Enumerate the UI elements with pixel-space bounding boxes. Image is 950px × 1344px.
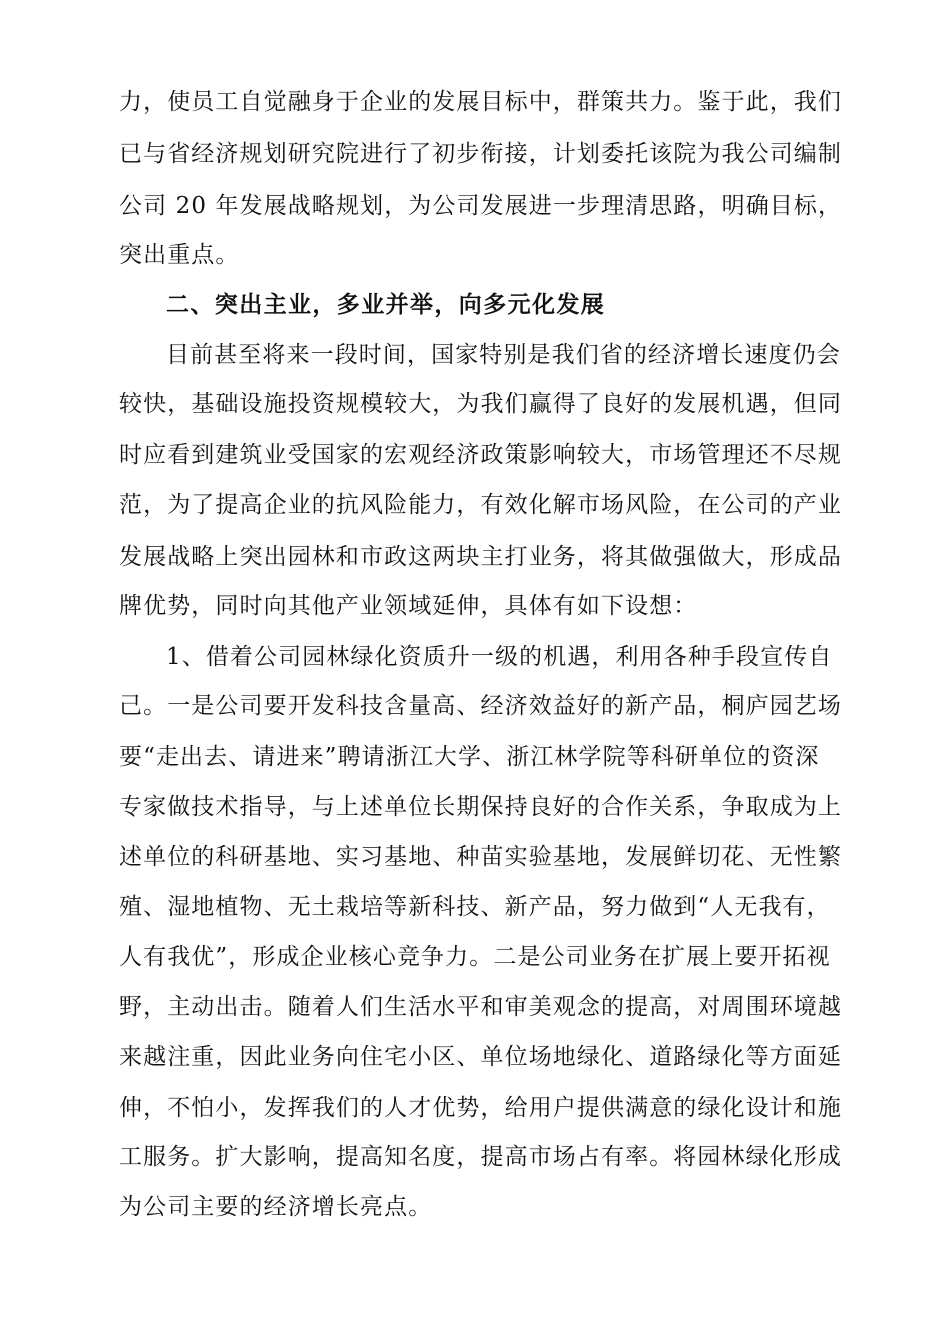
section-heading: 二、突出主业，多业并举，向多元化发展 [166,292,606,318]
text-line: 述单位的科研基地、实习基地、种苗实验基地，发展鲜切花、无性繁 [119,844,842,870]
text-line: 工服务。扩大影响，提高知名度，提高市场占有率。将园林绿化形成 [119,1144,842,1170]
text-line: 伸，不怕小，发挥我们的人才优势，给用户提供满意的绿化设计和施 [119,1095,842,1121]
text-line: 公司 20 年发展战略规划，为公司发展进一步理清思路，明确目标， [119,193,843,219]
text-line: 突出重点。 [119,242,240,268]
text-line: 发展战略上突出园林和市政这两块主打业务，将其做强做大，形成品 [119,544,842,570]
text-line: 要“走出去、请进来”聘请浙江大学、浙江林学院等科研单位的资深 [119,744,820,770]
text-line: 较快，基础设施投资规模较大，为我们赢得了良好的发展机遇，但同 [119,391,842,417]
text-line: 为公司主要的经济增长亮点。 [119,1194,433,1220]
text-line: 已与省经济规划研究院进行了初步衔接，计划委托该院为我公司编制 [119,141,842,167]
text-line: 力，使员工自觉融身于企业的发展目标中，群策共力。鉴于此，我们 [119,89,842,115]
text-line: 目前甚至将来一段时间，国家特别是我们省的经济增长速度仍会 [166,342,841,368]
text-line: 范，为了提高企业的抗风险能力，有效化解市场风险，在公司的产业 [119,492,842,518]
text-line: 时应看到建筑业受国家的宏观经济政策影响较大，市场管理还不尽规 [119,442,842,468]
text-line: 1、借着公司园林绿化资质升一级的机遇，利用各种手段宣传自 [166,644,833,670]
text-line: 人有我优”，形成企业核心竞争力。二是公司业务在扩展上要开拓视 [119,944,831,970]
text-line: 野，主动出击。随着人们生活水平和审美观念的提高，对周围环境越 [119,994,842,1020]
text-line: 专家做技术指导，与上述单位长期保持良好的合作关系，争取成为上 [119,794,842,820]
text-line: 牌优势，同时向其他产业领域延伸，具体有如下设想： [119,593,698,619]
text-line: 殖、湿地植物、无土栽培等新科技、新产品，努力做到“人无我有， [119,894,831,920]
text-line: 来越注重，因此业务向住宅小区、单位场地绿化、道路绿化等方面延 [119,1044,842,1070]
text-line: 己。一是公司要开发科技含量高、经济效益好的新产品，桐庐园艺场 [119,693,842,719]
